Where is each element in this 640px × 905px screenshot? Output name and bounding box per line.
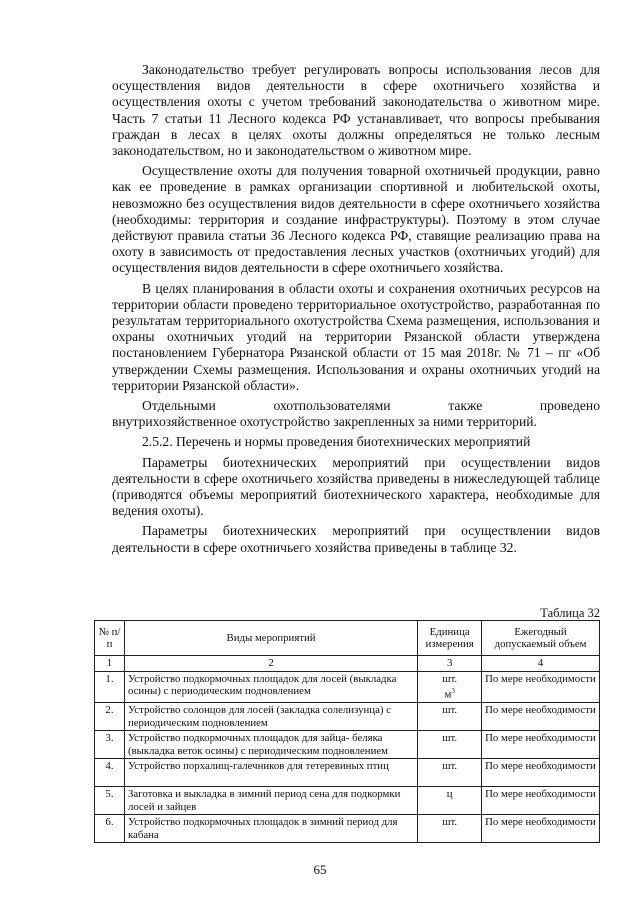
row-volume: По мере необходимости [482,731,600,759]
row-unit: шт. [418,815,482,843]
row-activity: Устройство солонцов для лосей (закладка солелизунца) с периодическим подновлением [124,703,417,731]
row-volume: По мере необходимости [482,787,600,815]
index-cell: 1 [95,656,125,672]
row-volume: По мере необходимости [482,671,600,703]
row-num: 4. [95,759,125,787]
row-num: 2. [95,703,125,731]
index-cell: 2 [124,656,417,672]
table-row [95,731,600,759]
section-heading: 2.5.2. Перечень и нормы проведения биотехнических мероприятий [142,434,531,450]
paragraph-hunting-activity: Осуществление охоты для получения товарной охотничьей продукции, равно как ее проведение в рамках организации спортивной и любительской охоты, невозможно без осуществления видов деятельности в сфере охотничьего хозяйства (необходимы: территория и создание инфраструктуры). Поэтому в этом случае действуют правила статьи 36 Лесного кодекса РФ, ставящие реализацию права на охоту в зависимость от предоставления лесных участков (охотничьих угодий) для осуществления видов деятельности в сфере охотничьего хозяйства. [112,163,600,276]
table-header-row [95,621,600,656]
row-volume: По мере необходимости [482,815,600,843]
table-row [95,759,600,787]
paragraph-parameters: Параметры биотехнических мероприятий при осуществлении видов деятельности в сфере охотничьего хозяйства приведены в нижеследующей таблице (приводятся объемы мероприятий биотехнического характера, необходимые для ведения охоты). [112,454,600,519]
index-cell: 4 [482,656,600,672]
header-volume: Ежегодный допускаемый объем [482,621,600,656]
row-unit: шт. [418,703,482,731]
row-unit: шт. [418,731,482,759]
row-activity: Устройство порхалищ-галечников для тетеревиных птиц [124,759,417,787]
paragraph-hunters-line2: внутрихозяйственное охотустройство закрепленных за ними территорий. [112,414,537,430]
row-unit: шт. [418,759,482,787]
row-activity: Заготовка и выкладка в зимний период сена для подкормки лосей и зайцев [124,787,417,815]
index-cell: 3 [418,656,482,672]
header-activity: Виды мероприятий [124,621,417,656]
header-num: № п/п [95,621,125,656]
biotech-table [94,620,600,843]
paragraph-planning: В целях планирования в области охоты и сохранения охотничьих ресурсов на территории области проведено территориальное охотустройство, разработанная по результатам территориального охотустройства Схема размещения, использования и охраны охотничьих угодий на территории Рязанской области утверждена постановлением Губернатора Рязанской области от 15 мая 2018г. № 71 – пг «Об утверждении Схемы размещения. Использования и охраны охотничьих угодий на территории Рязанской области». [112,280,600,393]
table-row [95,787,600,815]
row-num: 1. [95,671,125,703]
row-volume: По мере необходимости [482,759,600,787]
page-number: 65 [313,862,327,877]
table-caption: Таблица 32 [540,606,600,620]
row-unit [418,671,482,703]
row-volume: По мере необходимости [482,703,600,731]
row-activity: Устройство подкормочных площадок в зимний период для кабана [124,815,417,843]
table-row [95,671,600,703]
row-num: 3. [95,731,125,759]
row-num: 5. [95,787,125,815]
row-unit: ц [418,787,482,815]
row-activity: Устройство подкормочных площадок для лосей (выкладка осины) с периодическим подновлением [124,671,417,703]
table-row [95,703,600,731]
row-unit-line1: шт. [442,672,458,685]
row-unit-line2: м [444,688,452,701]
paragraph-legislation: Законодательство требует регулировать вопросы использования лесов для осуществления видов деятельности в сфере охотничьего хозяйства и осуществления охоты с учетом требований законодательства о животном мире. Часть 7 статьи 11 Лесного кодекса РФ устанавливает, что вопросы пребывания граждан в лесах в целях охоты должны определяться не только лесным законодательством, но и законодательством о животном мире. [112,62,600,159]
row-unit-superscript: 3 [451,687,455,695]
body-text [112,62,600,560]
row-activity: Устройство подкормочных площадок для зайца- беляка (выкладка веток осины) с периодическим подновлением [124,731,417,759]
header-unit: Единица измерения [418,621,482,656]
paragraph-table-ref: Параметры биотехнических мероприятий при осуществлении видов деятельности в сфере охотничьего хозяйства приведены в таблице 32. [112,523,600,555]
table-index-row [95,656,600,672]
table-row [95,815,600,843]
row-num: 6. [95,815,125,843]
paragraph-hunters-line1: Отдельными охотпользователями также проведено [142,398,600,414]
